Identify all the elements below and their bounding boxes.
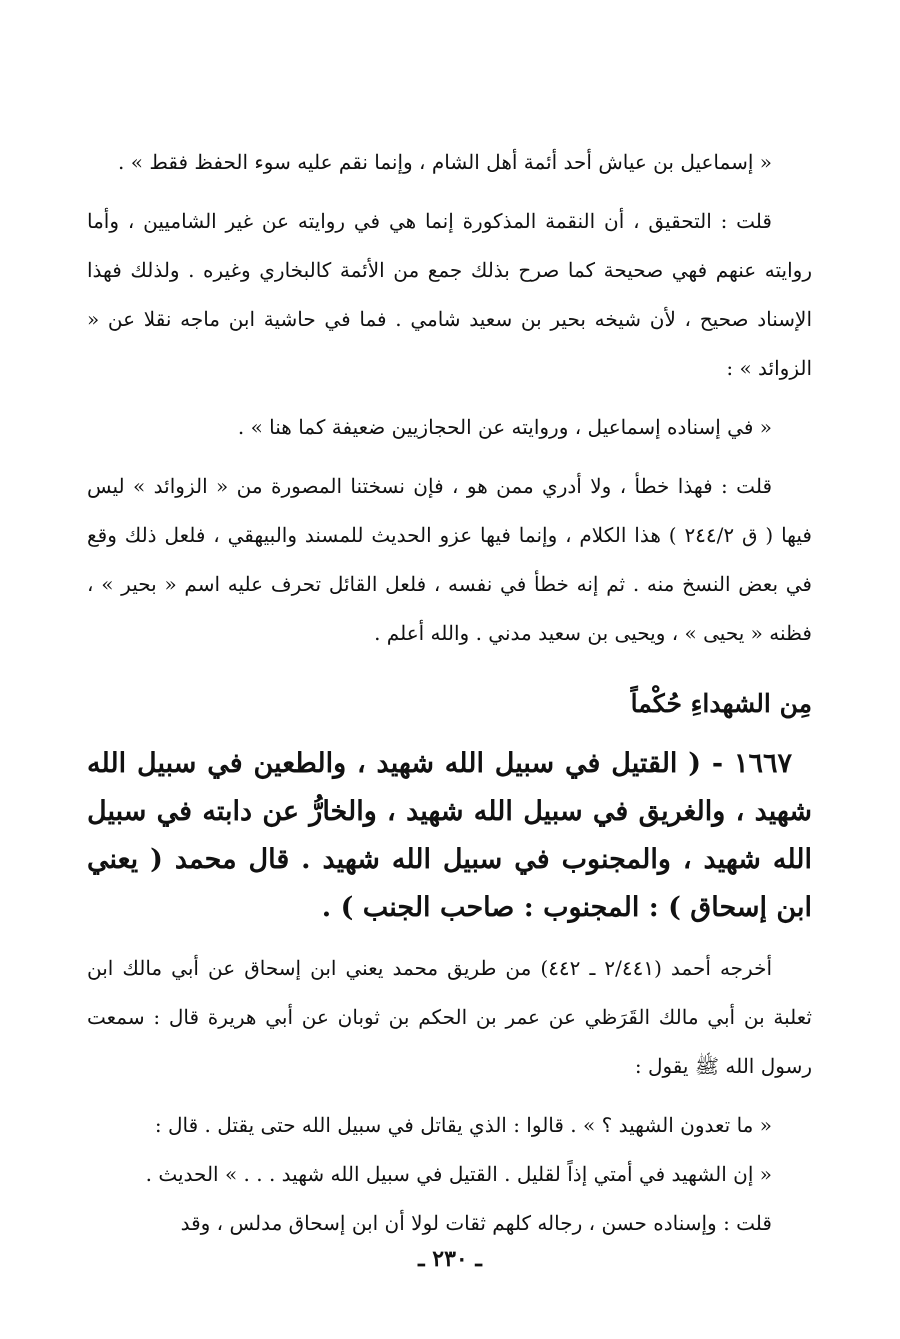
takhrij-paragraph: أخرجه أحمد (٢/٤٤١ ـ ٤٤٢) من طريق محمد يعني ابن إسحاق عن أبي مالك ابن ثعلبة بن أبي مالك القَرَظي عن عمر بن الحكم بن ثوبان عن أبي هريرة قال : سمعت رسول الله ﷺ يقول : — [87, 956, 812, 1078]
hadith-answer: « إن الشهيد في أمتي إذاً لقليل . القتيل في سبيل الله شهيد . . . » الحديث . — [145, 1162, 772, 1186]
hadith-text: ١٦٦٧ - ( القتيل في سبيل الله شهيد ، والطعين في سبيل الله شهيد ، والغريق في سبيل الله شهيد ، والخارُّ عن دابته في سبيل الله شهيد ، والمجنوب في سبيل الله شهيد . قال محمد ( يعني ابن إسحاق ) : المجنوب : صاحب الجنب ) . — [87, 748, 812, 923]
commentary-isnad: قلت : وإسناده حسن ، رجاله كلهم ثقات لولا أن ابن إسحاق مدلس ، وقد — [180, 1211, 772, 1235]
section-heading: مِن الشهداءِ حُكْماً — [630, 689, 812, 718]
commentary-error: قلت : فهذا خطأ ، ولا أدري ممن هو ، فإن نسختنا المصورة من « الزوائد » ليس فيها ( ق ٢٤٤/٢ ) هذا الكلام ، وإنما فيها عزو الحديث للمسند والبيهقي ، فلعل ذلك وقع في بعض النسخ منه . ثم إنه خطأ في نفسه ، فلعل القائل تحرف عليه اسم « بحير » ، فظنه « يحيى » ، ويحيى بن سعيد مدني . والله أعلم . — [87, 474, 812, 645]
quote-ismail-ibn-ayyash: « إسماعيل بن عياش أحد أئمة أهل الشام ، وإنما نقم عليه سوء الحفظ فقط » . — [118, 150, 772, 174]
page-body — [87, 138, 812, 1248]
quote-zawaid: « في إسناده إسماعيل ، وروايته عن الحجازيين ضعيفة كما هنا » . — [237, 415, 772, 439]
page-number: ـ ٢٣٠ ـ — [418, 1246, 482, 1272]
hadith-question: « ما تعدون الشهيد ؟ » . قالوا : الذي يقاتل في سبيل الله حتى يقتل . قال : — [154, 1113, 772, 1137]
commentary-tahqiq: قلت : التحقيق ، أن النقمة المذكورة إنما هي في روايته عن غير الشاميين ، وأما روايته عنهم فهي صحيحة كما صرح بذلك جمع من الأئمة كالبخاري وغيره . ولذلك فهذا الإسناد صحيح ، لأن شيخه بحير بن سعيد شامي . فما في حاشية ابن ماجه نقلا عن « الزوائد » : — [87, 209, 812, 380]
